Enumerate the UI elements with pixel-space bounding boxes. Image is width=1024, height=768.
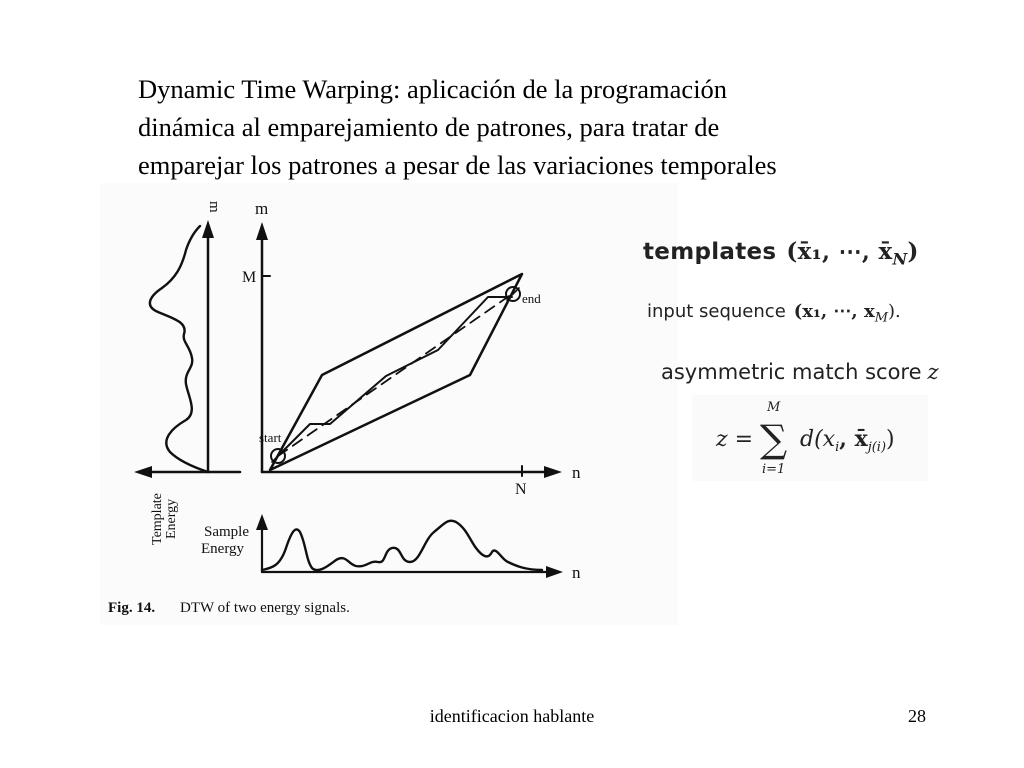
templates-sub-N: N bbox=[892, 249, 908, 269]
label-start: start bbox=[259, 430, 282, 445]
formula-lhs: z = bbox=[716, 427, 754, 452]
input-label: input sequence bbox=[647, 301, 786, 322]
sample-axis-label-n: n bbox=[572, 563, 581, 582]
label-N: N bbox=[515, 481, 527, 498]
match-label: asymmetric match score bbox=[661, 360, 922, 384]
template-axis-label-m: m bbox=[206, 201, 222, 213]
sum-symbol: ∑ bbox=[760, 417, 788, 461]
formula-d: d(x bbox=[800, 427, 836, 452]
formula-sub-i: i bbox=[835, 440, 840, 455]
label-M: M bbox=[242, 269, 257, 286]
templates-tuple-open: (x̄₁, ⋯, x̄ bbox=[786, 238, 893, 265]
sample-energy-line-2: Energy bbox=[201, 541, 245, 557]
page-number: 28 bbox=[908, 706, 926, 726]
figure-caption-text: DTW of two energy signals. bbox=[180, 600, 350, 616]
match-var-z: z bbox=[927, 360, 939, 384]
title-line-1: Dynamic Time Warping: aplicación de la programación bbox=[138, 74, 728, 104]
sum-bottom: i=1 bbox=[762, 462, 786, 477]
figure-caption-number: Fig. 14. bbox=[108, 600, 156, 616]
templates-label: templates bbox=[643, 239, 777, 265]
formula-body bbox=[800, 426, 895, 455]
sample-energy-line-1: Sample bbox=[204, 524, 249, 540]
formula-mid: , x̄ bbox=[839, 426, 868, 452]
template-energy-line-1: Template bbox=[150, 493, 165, 545]
input-tuple-close: ). bbox=[888, 301, 901, 322]
title-line-3: emparejar los patrones a pesar de las variaciones temporales bbox=[138, 150, 777, 180]
templates-tuple-close: ) bbox=[907, 238, 919, 265]
sum-top: M bbox=[767, 400, 781, 415]
template-energy-line-2: Energy bbox=[164, 498, 179, 539]
dtw-axis-label-n: n bbox=[572, 463, 581, 482]
input-sub-M: M bbox=[874, 310, 889, 326]
formula-close: ) bbox=[886, 427, 895, 452]
formula-sub-ji: j(i) bbox=[867, 440, 887, 455]
footer-label: identificacion hablante bbox=[429, 706, 595, 726]
label-end: end bbox=[522, 291, 541, 306]
title-line-2: dinámica al emparejamiento de patrones, para tratar de bbox=[138, 112, 720, 142]
dtw-axis-label-m: m bbox=[255, 199, 269, 218]
input-tuple-open: (x₁, ⋯, x bbox=[793, 301, 875, 322]
